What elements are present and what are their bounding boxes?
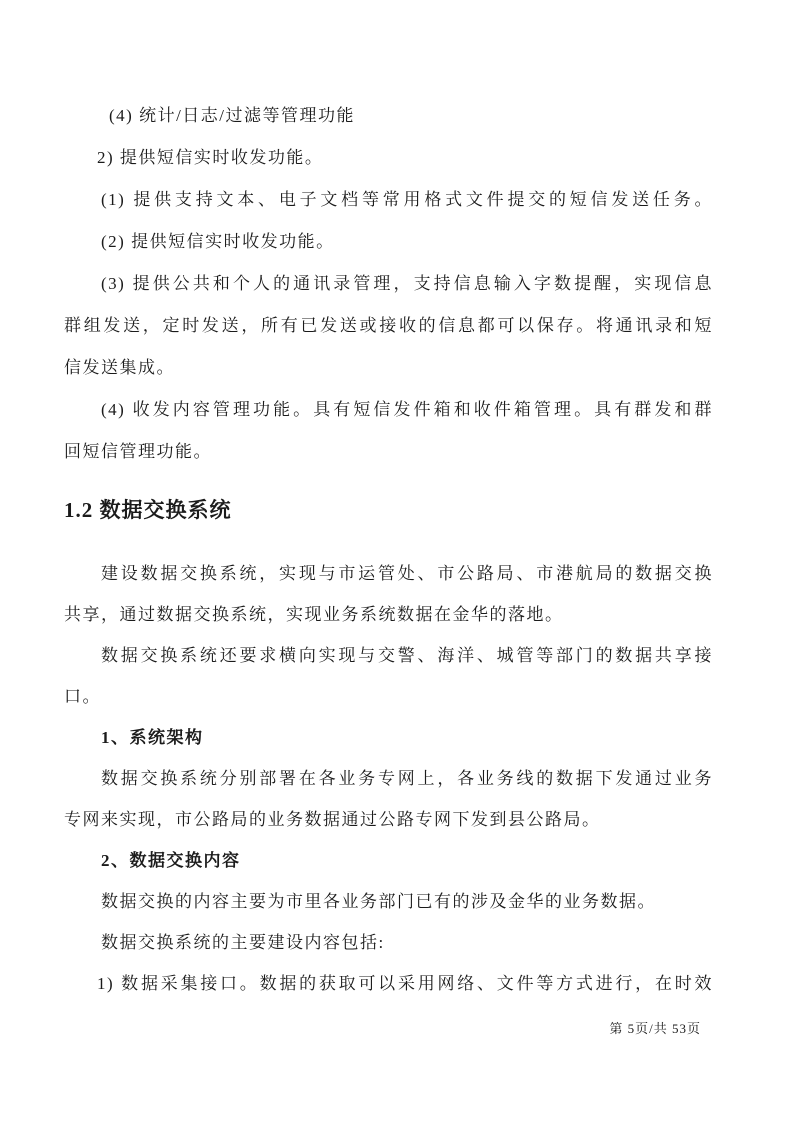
list-item: 2) 提供短信实时收发功能。 (97, 148, 324, 167)
paragraph-line: 口。 (64, 687, 101, 706)
paragraph-line: 建设数据交换系统，实现与市运管处、市公路局、市港航局的数据交换 (101, 564, 713, 583)
paragraph-line: 信发送集成。 (64, 358, 175, 377)
list-item: (2) 提供短信实时收发功能。 (101, 232, 335, 251)
paragraph-line: 专网来实现，市公路局的业务数据通过公路专网下发到县公路局。 (64, 810, 601, 829)
sub-heading-exchange-content: 2、数据交换内容 (101, 851, 241, 870)
section-heading-1-2: 1.2 数据交换系统 (64, 498, 232, 522)
sub-heading-system-architecture: 1、系统架构 (101, 728, 204, 747)
paragraph-line: 数据交换的内容主要为市里各业务部门已有的涉及金华的业务数据。 (101, 892, 656, 911)
list-item: (3) 提供公共和个人的通讯录管理，支持信息输入字数提醒，实现信息 (101, 274, 713, 293)
list-item: (4) 收发内容管理功能。具有短信发件箱和收件箱管理。具有群发和群 (101, 400, 713, 419)
page-number: 第 5页/共 53页 (609, 1021, 701, 1036)
sms-function-list (64, 95, 713, 473)
paragraph-line: 群组发送，定时发送，所有已发送或接收的信息都可以保存。将通讯录和短 (64, 316, 713, 335)
document-body (64, 95, 713, 1004)
paragraph-line: 数据交换系统还要求横向实现与交警、海洋、城管等部门的数据共享接 (101, 646, 713, 665)
paragraph-line: 数据交换系统分别部署在各业务专网上，各业务线的数据下发通过业务 (101, 769, 713, 788)
list-item: (1) 提供支持文本、电子文档等常用格式文件提交的短信发送任务。 (101, 190, 713, 209)
paragraph-line: 回短信管理功能。 (64, 442, 212, 461)
paragraph-line: 共享，通过数据交换系统，实现业务系统数据在金华的落地。 (64, 605, 564, 624)
data-exchange-section (64, 553, 713, 1004)
list-item: 1) 数据采集接口。数据的获取可以采用网络、文件等方式进行，在时效 (97, 974, 713, 993)
paragraph-line: 数据交换系统的主要建设内容包括: (101, 933, 385, 952)
list-item: (4) 统计/日志/过滤等管理功能 (109, 106, 356, 125)
